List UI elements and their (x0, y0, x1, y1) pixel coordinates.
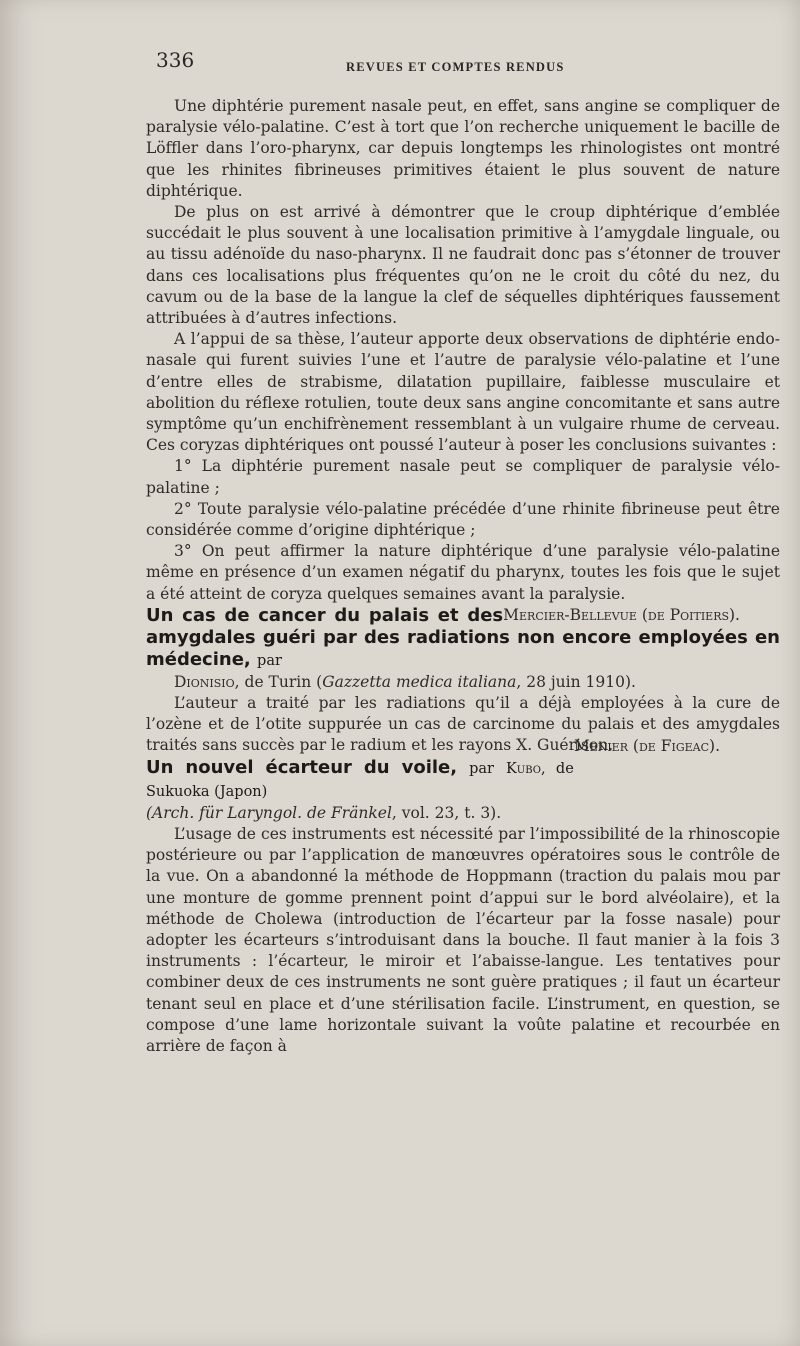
article3-paragraph-1: L’usage de ces instruments est nécessité par l’impossibilité de la rhinoscopie postérieure ou par l’application de manœuvres opératoires sous le contrôle de la vue. On a abandonné la méthode de Hoppmann (traction du palais mou par une monture de gomme prennent point d’appui sur le bord alvéolaire), et la méthode de Cholewa (introduction de l’écarteur par la fosse nasale) pour adopter les écarteurs s’introduisant dans la bouche. Il faut manier à la fois 3 instruments : l’écarteur, le miroir et l’abaisse-langue. Les tentatives pour combiner deux de ces instruments ne sont guère pratiques ; il faut un écarteur tenant seul en place et d’une stérilisation facile. L’instrument, en question, se compose d’une lame horizontale suivant la voûte palatine et recourbée en arrière de façon à (146, 824, 780, 1055)
running-title: REVUES ET COMPTES RENDUS (346, 60, 565, 74)
page-number: 336 (156, 48, 195, 72)
article3-by: par (469, 760, 494, 777)
article2-author: Dionisio (174, 672, 235, 691)
article3-journal: (Arch. für Laryngol. de Fränkel (146, 803, 392, 822)
article1-paragraph-1: Une diphtérie purement nasale peut, en effet, sans angine se compliquer de paralysie vélo-palatine. C’est à tort que l’on recherche uniquement le bacille de Löffler dans l’oro-pharynx, car depuis longtemps les rhinologistes ont montré que les rhinites fibrineuses primitives étaient le plus souvent de nature diphtérique. (146, 97, 780, 200)
article1-conclusion-2: 2° Toute paralysie vélo-palatine précédée d’une rhinite fibrineuse peut être considérée comme d’origine diphtérique ; (146, 499, 780, 540)
article2-ref: , 28 juin 1910). (516, 672, 636, 691)
article3-ref: , vol. 23, t. 3). (391, 803, 502, 822)
page-header (146, 48, 776, 78)
article2-paragraph-1: L’auteur a traité par les radiations qu’il a déjà employées à la cure de l’ozène et de l’otite suppurée un cas de carcinome du palais et des amygdales traités sans succès par le radium et les rayons X. Guérison. (146, 694, 780, 755)
article1-conclusion-3: 3° On peut affirmer la nature diphtérique d’une paralysie vélo-palatine même en présence d’un examen négatif du pharynx, toutes les fois que le sujet a été atteint de coryza quelques semaines avant la paralysie. (146, 542, 780, 603)
article1-paragraph-2: De plus on est arrivé à démontrer que le croup diphtérique d’emblée succédait le plus souvent à une localisation primitive à l’amygdale linguale, ou au tissu adénoïde du naso-pharynx. Il ne faudrait donc pas s’étonner de trouver dans ces localisations plus fréquentes qu’on ne le croit du côté du nez, du cavum ou de la base de la langue la clef de séquelles diphtériques faussement attribuées à d’autres infections. (146, 203, 780, 328)
article3-author: Kubo (505, 760, 541, 777)
article2-reference (146, 672, 780, 693)
article1-conclusion-1: 1° La diphtérie purement nasale peut se compliquer de paralysie vélo-palatine ; (146, 457, 780, 497)
article1-signature: Mercier-Bellevue (de Poitiers). (503, 605, 740, 624)
article2-journal: Gazzetta medica italiana (322, 672, 517, 691)
article2-origin: , de Turin ( (234, 672, 323, 691)
article2-by: par (257, 652, 282, 669)
article2-title: Un cas de cancer du palais et des amygdales guéri par des radiations non encore employées en médecine, (146, 604, 780, 670)
article1-paragraph-3: A l’appui de sa thèse, l’auteur apporte deux observations de diphtérie endo-nasale qui furent suivies l’une et l’autre de paralysie vélo-palatine et l’une d’entre elles de strabisme, dilatation pupillaire, faiblesse musculaire et abolition du réflexe rotulien, toute deux sans angine concomitante et sans autre symptôme qu’un enchifrènement ressemblant à un vulgaire rhume de cerveau. Ces coryzas diphtériques ont poussé l’auteur à poser les conclusions suivantes : (146, 330, 780, 455)
article3-origin: , de Sukuoka (Japon) (146, 760, 574, 800)
article3-heading (146, 757, 780, 803)
article3-reference (146, 803, 780, 824)
article2-signature: Menier (de Figeac). (573, 736, 720, 755)
article3-title: Un nouvel écarteur du voile, (146, 756, 458, 778)
page-body (146, 96, 780, 1057)
